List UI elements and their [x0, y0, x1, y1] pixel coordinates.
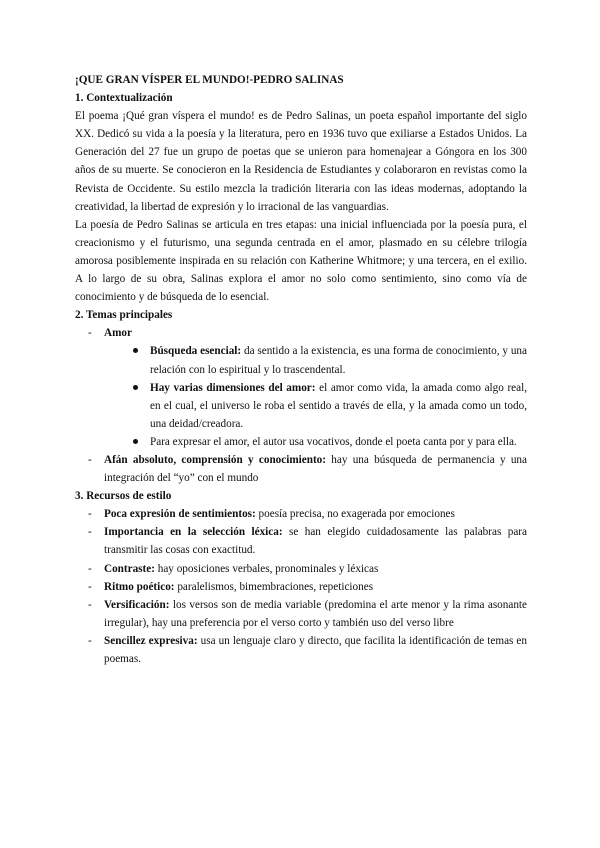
dash-marker: -	[88, 327, 92, 340]
item-text: usa un lenguaje claro y directo, que facilita la identificación de temas en poemas.	[104, 634, 527, 665]
list-item-afan	[88, 451, 527, 487]
document-page	[75, 71, 527, 668]
item-text: se han elegido cuidadosamente las palabras para transmitir las cosas con exactitud.	[104, 526, 527, 557]
section-heading-contextualizacion: 1. Contextualización	[75, 92, 173, 105]
item-bold: Sencillez expresiva:	[104, 634, 198, 647]
list-item	[88, 596, 527, 632]
dash-marker: -	[88, 526, 92, 539]
amor-bullet-list	[133, 342, 527, 451]
item-bold: Versificación:	[104, 598, 170, 611]
paragraph-context-2: La poesía de Pedro Salinas se articula en tres etapas: una inicial influenciada por la poesía pura, el creacionismo y el futurismo, una segunda centrada en el amor, plasmado en su célebre trilogía amorosa posiblemente inspirada en su relación con Katherine Whitmore; y una tercera, en el exilio. A lo largo de su obra, Salinas explora el amor no solo como sentimiento, sino como vía de conocimiento y de búsqueda de lo esencial.	[75, 218, 527, 304]
temas-list-2	[88, 451, 527, 487]
item-text: los versos son de media variable (predomina el arte menor y la rima asonante irregular), hay una preferencia por el verso corto y también uso del verso libre	[104, 598, 527, 629]
document-title: ¡QUE GRAN VÍSPER EL MUNDO!-PEDRO SALINAS	[75, 74, 344, 86]
list-item	[88, 632, 527, 668]
section-heading-recursos: 3. Recursos de estilo	[75, 490, 172, 503]
dash-marker: -	[88, 508, 92, 521]
bullet-bold: Hay varias dimensiones del amor:	[150, 381, 316, 394]
paragraph-context-1: El poema ¡Qué gran víspera el mundo! es de Pedro Salinas, un poeta español importante del siglo XX. Dedicó su vida a la poesía y la literatura, pero en 1936 tuvo que exiliarse a Estados Unidos. La Generación del 27 fue un grupo de poetas que se unieron para homenajear a Góngora en los 300 años de su muerte. Se conocieron en la Residencia de Estudiantes y colaboraron en revistas como la Revista de Occidente. Su estilo mezcla la tradición literaria con las ideas modernas, adoptando la creatividad, la libertad de expresión y lo irracional de las vanguardias.	[75, 110, 527, 213]
item-bold: Contraste:	[104, 562, 155, 575]
list-item	[133, 433, 527, 451]
list-item	[88, 578, 527, 596]
item-bold: Importancia en la selección léxica:	[104, 526, 283, 539]
list-item	[133, 379, 527, 433]
item-text: poesía precisa, no exagerada por emociones	[255, 508, 455, 521]
afan-text: hay una búsqueda de permanencia y una integración del “yo” con el mundo	[104, 453, 527, 485]
item-bold: Ritmo poético:	[104, 580, 175, 593]
temas-list	[88, 324, 527, 342]
bullet-text: da sentido a la existencia, es una forma de conocimiento, y una relación con lo espiritual y lo trascendental.	[150, 345, 527, 376]
item-text: paralelismos, bimembraciones, repeticiones	[174, 580, 374, 593]
list-item	[133, 342, 527, 378]
dash-marker: -	[88, 598, 92, 611]
afan-label: Afán absoluto, comprensión y conocimiento:	[104, 453, 326, 466]
bullet-bold: Búsqueda esencial:	[150, 345, 242, 358]
bullet-text: Para expresar el amor, el autor usa vocativos, donde el poeta canta por y para ella.	[150, 435, 517, 448]
item-bold: Poca expresión de sentimientos:	[104, 508, 256, 521]
dash-marker: -	[88, 453, 92, 466]
dash-marker: -	[88, 562, 92, 575]
dash-marker: -	[88, 634, 92, 647]
recursos-list	[88, 505, 527, 668]
item-text: hay oposiciones verbales, pronominales y léxicas	[154, 562, 379, 575]
list-item-amor	[88, 324, 527, 342]
dash-marker: -	[88, 580, 92, 593]
list-item	[88, 523, 527, 559]
list-item	[88, 560, 527, 578]
section-heading-temas: 2. Temas principales	[75, 309, 173, 322]
bullet-text: el amor como vida, la amada como algo real, en el cual, el universo le roba el sentido a través de ella, y la amada como un todo, una deidad/creadora.	[150, 381, 528, 430]
list-item	[88, 505, 527, 523]
amor-label: Amor	[104, 327, 132, 340]
